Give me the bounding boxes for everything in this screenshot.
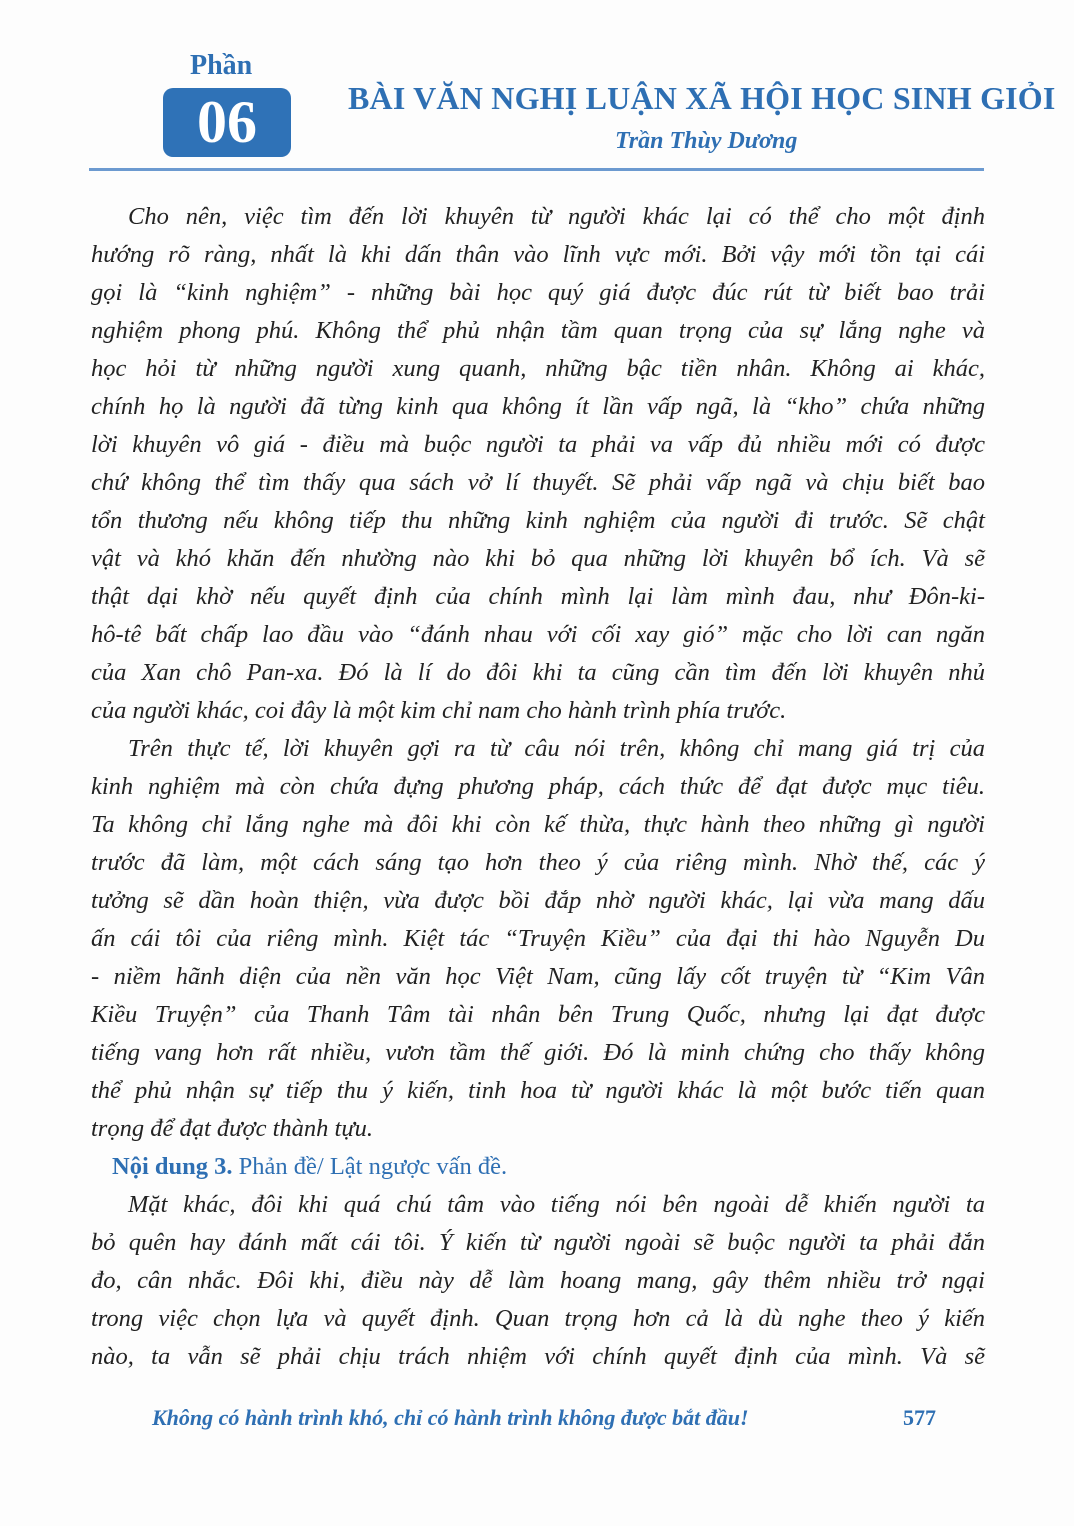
text-line: trọng để đạt được thành tựu. <box>91 1115 374 1142</box>
text-line: hướng rõ ràng, nhất là khi dấn thân vào lĩnh vực mới. Bởi vậy mới tồn tại cái <box>91 241 985 268</box>
section-heading-text: Phản đề/ Lật ngược vấn đề. <box>238 1153 508 1180</box>
part-label: Phần <box>190 50 253 81</box>
text-line: tổn thương nếu không tiếp thu những kinh nghiệm của người đi trước. Sẽ chật <box>91 507 985 534</box>
text-line: nào, ta vẫn sẽ phải chịu trách nhiệm với chính quyết định của mình. Và sẽ <box>91 1343 985 1370</box>
body-text <box>91 198 985 1376</box>
text-line: của Xan chô Pan-xa. Đó là lí do đôi khi ta cũng cần tìm đến lời khuyên nhủ <box>91 659 985 686</box>
paragraph-3 <box>91 1186 985 1376</box>
text-line: bỏ quên hay đánh mất cái tôi. Ý kiến từ người ngoài sẽ buộc người ta phải đắn <box>91 1229 985 1256</box>
text-line: - niềm hãnh diện của nền văn học Việt Nam, cũng lấy cốt truyện từ “Kim Vân <box>91 963 985 990</box>
text-line: Cho nên, việc tìm đến lời khuyên từ người khác lại có thể cho một định <box>128 203 985 230</box>
text-line: tiếng vang hơn rất nhiều, vươn tầm thế giới. Đó là minh chứng cho thấy không <box>91 1039 985 1066</box>
header-divider <box>89 168 984 171</box>
text-line: tưởng sẽ dần hoàn thiện, vừa được bồi đắp nhờ người khác, lại vừa mang dấu <box>91 887 985 914</box>
text-line: Mặt khác, đôi khi quá chú tâm vào tiếng nói bên ngoài dễ khiến người ta <box>128 1191 985 1218</box>
section-heading <box>91 1148 985 1186</box>
paragraph-1 <box>91 198 985 730</box>
author-name: Trần Thùy Dương <box>615 128 798 154</box>
text-line: thật dại khờ nếu quyết định của chính mình lại làm mình đau, như Đôn-ki- <box>91 583 985 610</box>
section-heading-label: Nội dung 3. <box>112 1153 233 1180</box>
text-line: Trên thực tế, lời khuyên gợi ra từ câu nói trên, không chỉ mang giá trị của <box>128 735 985 762</box>
text-line: chính họ là người đã từng kinh qua không ít lần vấp ngã, là “kho” chứa những <box>91 393 985 420</box>
page-number: 577 <box>903 1405 936 1430</box>
text-line: nghiệm phong phú. Không thể phủ nhận tầm quan trọng của sự lắng nghe và <box>91 317 985 344</box>
part-number-badge: 06 <box>163 88 291 157</box>
text-line: kinh nghiệm mà còn chứa đựng phương pháp, cách thức để đạt được mục tiêu. <box>91 773 985 800</box>
text-line: hô-tê bất chấp lao đầu vào “đánh nhau với cối xay gió” mặc cho lời can ngăn <box>91 621 985 648</box>
text-line: của người khác, coi đây là một kim chỉ nam cho hành trình phía trước. <box>91 697 787 724</box>
text-line: lời khuyên vô giá - điều mà buộc người ta phải va vấp đủ nhiều mới có được <box>91 431 985 458</box>
footer-motto: Không có hành trình khó, chỉ có hành trình không được bắt đầu! <box>152 1405 749 1430</box>
chapter-title: BÀI VĂN NGHỊ LUẬN XÃ HỘI HỌC SINH GIỎI <box>348 80 1056 116</box>
text-line: đo, cân nhắc. Đôi khi, điều này dễ làm hoang mang, gây thêm nhiều trở ngại <box>91 1267 985 1294</box>
text-line: trong việc chọn lựa và quyết định. Quan trọng hơn cả là dù nghe theo ý kiến <box>91 1305 985 1332</box>
text-line: trước đã làm, một cách sáng tạo hơn theo ý của riêng mình. Nhờ thế, các ý <box>91 849 985 876</box>
text-line: thể phủ nhận sự tiếp thu ý kiến, tinh hoa từ người khác là một bước tiến quan <box>91 1077 985 1104</box>
text-line: Kiều Truyện” của Thanh Tâm tài nhân bên Trung Quốc, nhưng lại đạt được <box>91 1001 985 1028</box>
text-line: Ta không chỉ lắng nghe mà đôi khi còn kế thừa, thực hành theo những gì người <box>91 811 985 838</box>
text-line: ấn cái tôi của riêng mình. Kiệt tác “Truyện Kiều” của đại thi hào Nguyễn Du <box>91 925 985 952</box>
text-line: gọi là “kinh nghiệm” - những bài học quý giá được đúc rút từ biết bao trải <box>91 279 985 306</box>
text-line: học hỏi từ những người xung quanh, những bậc tiền nhân. Không ai khác, <box>91 355 985 382</box>
text-line: chứ không thể tìm thấy qua sách vở lí thuyết. Sẽ phải vấp ngã và chịu biết bao <box>91 469 985 496</box>
paragraph-2 <box>91 730 985 1148</box>
text-line: vật và khó khăn đến nhường nào khi bỏ qua những lời khuyên bổ ích. Và sẽ <box>91 545 985 572</box>
